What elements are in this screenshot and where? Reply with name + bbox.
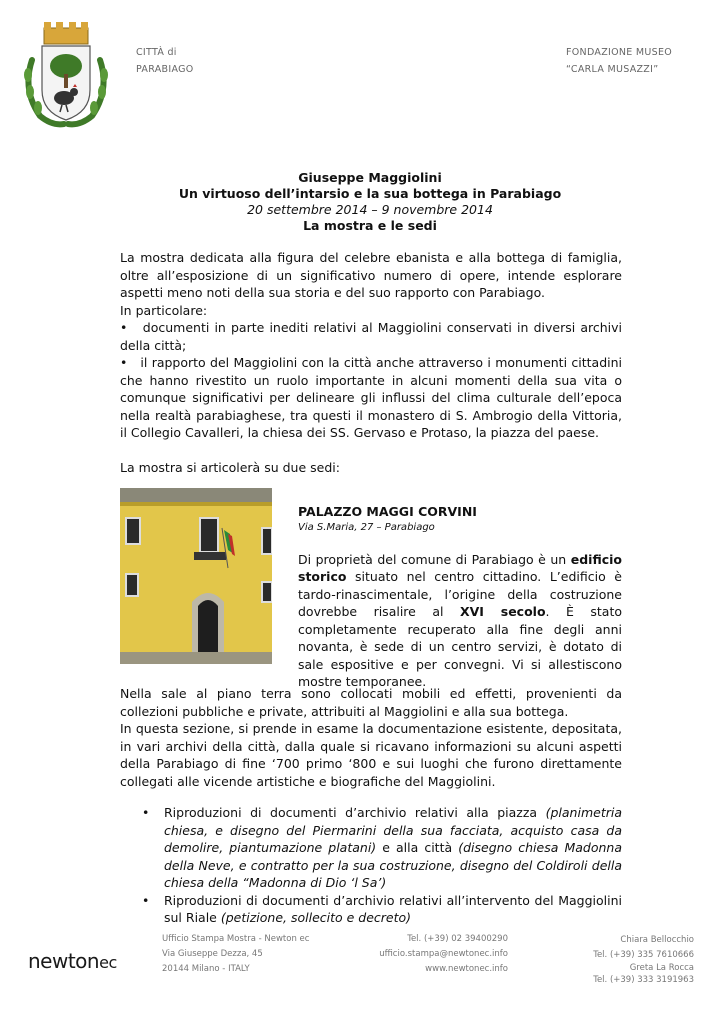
city-crest-logo (18, 20, 114, 132)
continuation-section (120, 685, 622, 790)
footer-street: Via Giuseppe Dezza, 45 (162, 949, 263, 959)
header-city-line1: CITTÀ di (136, 47, 177, 58)
intro-bullet-1: • documenti in parte inediti relativi al Maggiolini conservati in diversi archivi della città; (120, 320, 622, 353)
intro-paragraph: La mostra dedicata alla figura del celebre ebanista e alla bottega di famiglia, oltre all’esposizione di un significativo numero di opere, intende esplorare aspetti meno noti della sua storia e del suo rapporto con Parabiago. (120, 250, 622, 300)
list-item (142, 804, 622, 892)
header-foundation-line2: “CARLA MUSAZZI” (566, 64, 659, 75)
venue-desc-part2: situato nel centro cittadino. L’edificio è tardo-rinascimentale, l’origine della costruzione dovrebbe risalire al (298, 569, 622, 619)
venue-desc-part3: . È stato completamente recuperato alla fine degli anni novanta, è sede di un centro servizi, è dotato di sale espositive e per convegni. Vi si allestiscono mostre temporanee. (298, 604, 622, 689)
intro-bullet-2: • il rapporto del Maggiolini con la città anche attraverso i monumenti cittadini che hanno rivestito un ruolo importante in alcuni momenti della sua vita o comunque significativi per delineare gli influssi del clima culturale dell’epoca nella realtà parabiaghese, tra questi il monastero di S. Ambrogio della Vittoria, il Collegio Cavalleri, la chiesa dei SS. Gervaso e Protaso, la piazza del paese. (120, 355, 623, 440)
header-foundation (566, 44, 672, 78)
contact-2-name: Greta La Rocca (629, 962, 694, 973)
list-item-1-italic-2: (disegno chiesa Madonna della Neve, e contratto per la sua costruzione, disegno del Coldiroli della chiesa della “Madonna di Dio ‘l Sa’) (164, 840, 622, 890)
list-item (142, 892, 622, 927)
list-item-1-text: Riproduzioni di documenti d’archivio relativi alla piazza (164, 805, 546, 820)
footer-website-link[interactable]: www.newtonec.info (425, 964, 508, 974)
logo-suffix-text: ec (99, 953, 117, 972)
venue-desc-part1: Di proprietà del comune di Parabiago è un (298, 551, 571, 567)
contact-1-phone: Tel. (+39) 335 7610666 (593, 950, 694, 960)
intro-section (120, 249, 622, 477)
footer-city: 20144 Milano - ITALY (162, 964, 250, 974)
header-city-line2: PARABIAGO (136, 64, 194, 75)
footer-press-contacts (560, 932, 694, 987)
title-name: Giuseppe Maggiolini (298, 170, 442, 185)
bullet-icon: • (142, 805, 150, 820)
list-item-1-italic-1: (planimetria chiesa, e disegno del Piermarini della sua facciata, acquisto casa da demolire, piantumazione platani) (164, 805, 622, 855)
documents-list (142, 804, 622, 927)
title-section: La mostra e le sedi (303, 218, 437, 233)
venue-desc-bold2: XVI secolo (459, 604, 546, 619)
footer-contacts (372, 932, 508, 977)
list-item-2-italic: (petizione, sollecito e decreto) (220, 910, 412, 925)
intro-two-venues: La mostra si articolerà su due sedi: (120, 460, 340, 475)
venue-name: PALAZZO MAGGI CORVINI (298, 504, 477, 519)
intro-bullet-1-text: documenti in parte inediti relativi al Maggiolini conservati in diversi archivi della città; (120, 320, 622, 353)
continuation-paragraph-1: Nella sale al piano terra sono collocati mobili ed effetti, provenienti da collezioni pubbliche e private, attribuiti al Maggiolini e alla sua bottega. (120, 686, 622, 719)
footer-phone: Tel. (+39) 02 39400290 (407, 934, 508, 944)
contact-1-name: Chiara Bellocchio (620, 935, 694, 945)
footer-office: Ufficio Stampa Mostra - Newton ec (162, 934, 310, 944)
newtonec-logo (28, 949, 117, 973)
footer-address (162, 932, 309, 977)
list-item-1-text-2: e alla città (376, 840, 459, 855)
title-dates: 20 settembre 2014 – 9 novembre 2014 (247, 202, 493, 217)
header-city (136, 44, 194, 78)
contact-2-phone: Tel. (+39) 333 3191963 (593, 975, 694, 985)
logo-main-text: newton (28, 949, 100, 973)
venue-section (298, 503, 622, 691)
venue-description (298, 551, 622, 691)
intro-bullet-2-text: il rapporto del Maggiolini con la città anche attraverso i monumenti cittadini che hanno rivestito un ruolo importante in alcuni momenti della sua vita o comunque significativi per delineare gli influssi del clima culturale dell’epoca nella realtà parabiaghese, tra questi il monastero di S. Ambrogio della Vittoria, il Collegio Cavalleri, la chiesa dei SS. Gervaso e Protaso, la piazza del paese. (120, 355, 623, 440)
venue-address: Via S.Maria, 27 – Parabiago (298, 521, 435, 533)
intro-in-particolare: In particolare: (120, 302, 208, 318)
footer-email-link[interactable]: ufficio.stampa@newtonec.info (379, 949, 508, 959)
bullet-icon: • (142, 892, 150, 908)
continuation-paragraph-2: In questa sezione, si prende in esame la documentazione esistente, depositata, in vari archivi della città, dalla quale si ricavano informazioni su alcuni aspetti della Parabiago di fine ‘700 primo ‘800 e sui luoghi che furono direttamente collegati alle vicende artistiche e biografiche del Maggiolini. (120, 721, 622, 789)
palazzo-photo (120, 488, 272, 664)
list-item-2-text: Riproduzioni di documenti d’archivio relativi all’intervento del Maggiolini sul Riale (164, 892, 622, 925)
venue-desc-bold1: edificio storico (298, 551, 622, 584)
header-foundation-line1: FONDAZIONE MUSEO (566, 47, 673, 58)
title-subtitle: Un virtuoso dell’intarsio e la sua bottega in Parabiago (178, 186, 562, 201)
document-title (120, 170, 620, 234)
